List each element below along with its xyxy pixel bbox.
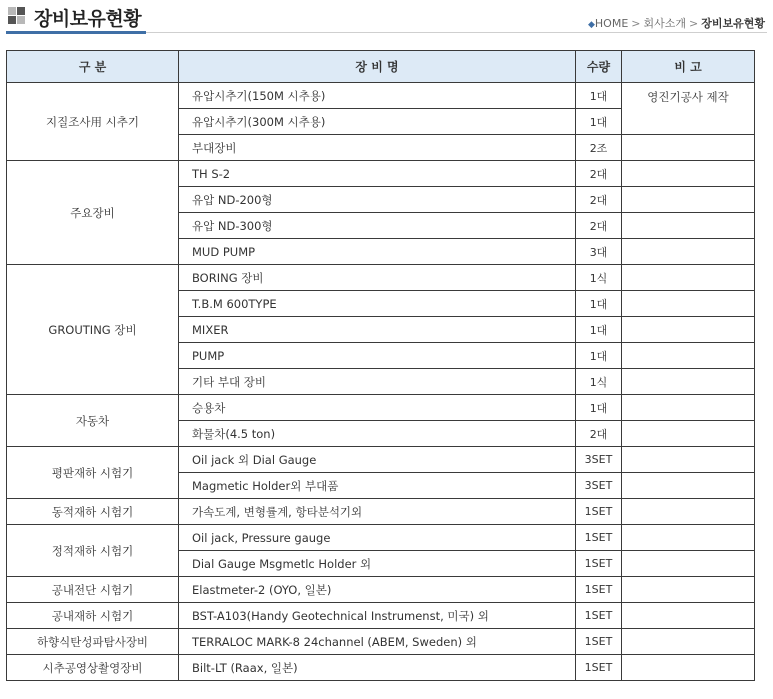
quantity-cell: 3SET <box>576 473 622 499</box>
equipment-name-cell: Oil jack, Pressure gauge <box>179 525 576 551</box>
quantity-cell: 1SET <box>576 499 622 525</box>
equipment-name-cell: 가속도계, 변형률계, 항타분석기외 <box>179 499 576 525</box>
equipment-name-cell: BST-A103(Handy Geotechnical Instrumenst, 미국) 외 <box>179 603 576 629</box>
quantity-cell: 1SET <box>576 577 622 603</box>
equipment-name-cell: 부대장비 <box>179 135 576 161</box>
note-cell <box>622 343 755 369</box>
category-cell: 자동차 <box>7 395 179 447</box>
breadcrumb-separator: > <box>631 17 641 30</box>
category-cell: 동적재하 시험기 <box>7 499 179 525</box>
quantity-cell: 1식 <box>576 265 622 291</box>
note-cell <box>622 369 755 395</box>
column-header-category: 구 분 <box>7 51 179 83</box>
equipment-name-cell: BORING 장비 <box>179 265 576 291</box>
equipment-name-cell: 유압시추기(300M 시추용) <box>179 109 576 135</box>
quantity-cell: 2대 <box>576 187 622 213</box>
equipment-name-cell: Magmetic Holder외 부대품 <box>179 473 576 499</box>
quantity-cell: 2대 <box>576 213 622 239</box>
note-cell <box>622 239 755 265</box>
page-header <box>0 0 773 40</box>
quantity-cell: 1SET <box>576 655 622 681</box>
note-cell <box>622 473 755 499</box>
table-row <box>7 161 755 187</box>
title-underline <box>6 31 146 34</box>
table-row <box>7 395 755 421</box>
equipment-name-cell: 유압 ND-200형 <box>179 187 576 213</box>
note-cell <box>622 213 755 239</box>
note-cell <box>622 395 755 421</box>
category-cell: 평판재하 시험기 <box>7 447 179 499</box>
category-cell: 하향식탄성파탐사장비 <box>7 629 179 655</box>
note-cell <box>622 551 755 577</box>
header-divider <box>146 32 767 33</box>
equipment-name-cell: T.B.M 600TYPE <box>179 291 576 317</box>
equipment-name-cell: 유압시추기(150M 시추용) <box>179 83 576 109</box>
note-cell <box>622 421 755 447</box>
equipment-name-cell: PUMP <box>179 343 576 369</box>
equipment-table <box>6 50 755 681</box>
equipment-name-cell: TH S-2 <box>179 161 576 187</box>
equipment-name-cell: TERRALOC MARK-8 24channel (ABEM, Sweden) 외 <box>179 629 576 655</box>
equipment-name-cell: MUD PUMP <box>179 239 576 265</box>
note-cell <box>622 577 755 603</box>
equipment-name-cell: MIXER <box>179 317 576 343</box>
quantity-cell: 3대 <box>576 239 622 265</box>
equipment-name-cell: Bilt-LT (Raax, 일본) <box>179 655 576 681</box>
note-cell <box>622 291 755 317</box>
breadcrumb <box>588 15 765 31</box>
table-row <box>7 83 755 109</box>
note-cell <box>622 603 755 629</box>
category-cell: 주요장비 <box>7 161 179 265</box>
equipment-name-cell: Oil jack 외 Dial Gauge <box>179 447 576 473</box>
note-cell <box>622 629 755 655</box>
table-row <box>7 629 755 655</box>
breadcrumb-company[interactable]: 회사소개 <box>643 17 687 30</box>
table-row <box>7 447 755 473</box>
category-cell: GROUTING 장비 <box>7 265 179 395</box>
category-cell: 공내전단 시험기 <box>7 577 179 603</box>
note-cell <box>622 317 755 343</box>
quantity-cell: 2대 <box>576 421 622 447</box>
note-cell <box>622 499 755 525</box>
note-cell <box>622 655 755 681</box>
table-header-row <box>7 51 755 83</box>
equipment-name-cell: 기타 부대 장비 <box>179 369 576 395</box>
quantity-cell: 2조 <box>576 135 622 161</box>
table-body <box>7 83 755 681</box>
note-cell <box>622 525 755 551</box>
quantity-cell: 1대 <box>576 343 622 369</box>
title-square-icon <box>8 7 26 25</box>
quantity-cell: 1대 <box>576 317 622 343</box>
category-cell: 정적재하 시험기 <box>7 525 179 577</box>
table-row <box>7 603 755 629</box>
category-cell: 지질조사用 시추기 <box>7 83 179 161</box>
breadcrumb-separator: > <box>689 17 699 30</box>
category-cell: 시추공영상촬영장비 <box>7 655 179 681</box>
equipment-name-cell: 승용차 <box>179 395 576 421</box>
quantity-cell: 1SET <box>576 525 622 551</box>
note-cell <box>622 187 755 213</box>
bullet-icon: ◆ <box>587 20 595 30</box>
page-title: 장비보유현황 <box>34 8 142 30</box>
equipment-name-cell: Elastmeter-2 (OYO, 일본) <box>179 577 576 603</box>
quantity-cell: 1SET <box>576 629 622 655</box>
quantity-cell: 1SET <box>576 551 622 577</box>
quantity-cell: 3SET <box>576 447 622 473</box>
table-row <box>7 265 755 291</box>
quantity-cell: 2대 <box>576 161 622 187</box>
equipment-name-cell: Dial Gauge Msgmetlc Holder 외 <box>179 551 576 577</box>
quantity-cell: 1대 <box>576 395 622 421</box>
column-header-note: 비 고 <box>622 51 755 83</box>
table-row <box>7 525 755 551</box>
note-cell <box>622 265 755 291</box>
column-header-quantity: 수량 <box>576 51 622 83</box>
quantity-cell: 1대 <box>576 109 622 135</box>
note-cell <box>622 135 755 161</box>
table-row <box>7 499 755 525</box>
note-text: 영진기공사 제작 <box>647 90 729 104</box>
quantity-cell: 1식 <box>576 369 622 395</box>
note-cell <box>622 83 755 135</box>
table-row <box>7 655 755 681</box>
category-cell: 공내재하 시험기 <box>7 603 179 629</box>
table-row <box>7 577 755 603</box>
quantity-cell: 1SET <box>576 603 622 629</box>
breadcrumb-home[interactable]: HOME <box>594 17 629 30</box>
quantity-cell: 1대 <box>576 291 622 317</box>
breadcrumb-current: 장비보유현황 <box>701 17 765 30</box>
quantity-cell: 1대 <box>576 83 622 109</box>
equipment-name-cell: 화물차(4.5 ton) <box>179 421 576 447</box>
note-cell <box>622 161 755 187</box>
column-header-equipment-name: 장 비 명 <box>179 51 576 83</box>
equipment-name-cell: 유압 ND-300형 <box>179 213 576 239</box>
note-cell <box>622 447 755 473</box>
